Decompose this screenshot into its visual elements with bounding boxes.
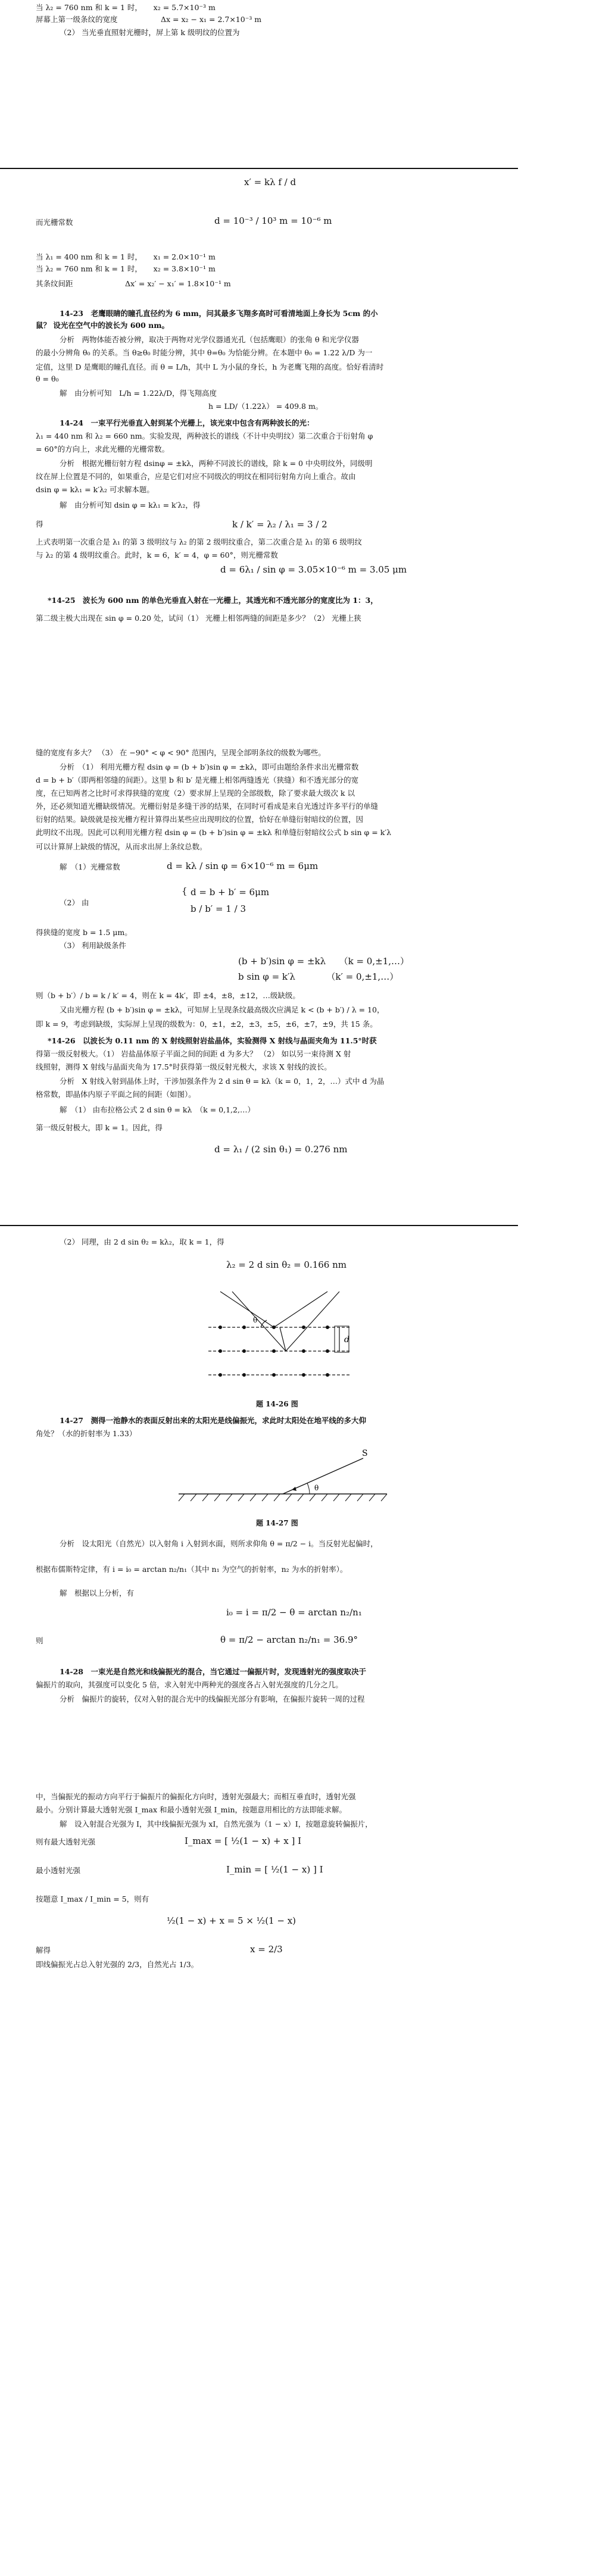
p1427-d: 根据布儒斯特定律，有 i = i₀ = arctan n₂/n₁（其中 n₁ 为空气的折射率，n₂ 为水的折射率）。: [36, 1565, 348, 1574]
p4-l: 即线偏振光占总入射光强的 2/3，自然光占 1/3。: [36, 1960, 199, 1969]
p2-i: 解 （1）光栅常数: [60, 862, 120, 871]
caption-14-26: 题 14-26 图: [256, 1400, 298, 1408]
caption-14-27: 题 14-27 图: [256, 1519, 298, 1527]
eq-missing-1: (b + b′)sin φ = ±kλ （k = 0,±1,…）: [238, 956, 409, 967]
eq-bragg-lambda: λ₂ = 2 d sin θ₂ = 0.166 nm: [226, 1259, 347, 1270]
p4-b: 最小。分别计算最大透射光强 I_max 和最小透射光强 I_min，按题意用相比的方法即能求解。: [36, 1805, 347, 1814]
p1426-d: 分析 X 射线入射到晶体上时，干涉加强条件为 2 d sin θ = kλ（k = 0，1，2，…）式中 d 为晶: [60, 1077, 385, 1086]
eq-xprime: x′ = kλ f / d: [244, 177, 296, 187]
p1424-c: = 60°的方向上，求此光栅的光栅常数。: [36, 445, 170, 454]
section-divider: [0, 168, 518, 169]
p2-m: 得狭缝的宽度 b = 1.5 μm。: [36, 928, 132, 937]
p1423-d: 的最小分辨角 θ₀ 的关系。当 θ≥θ₀ 时能分辨，其中 θ=θ₀ 为恰能分辨。在本题中 θ₀ = 1.22 λ/D 为一: [36, 348, 373, 357]
p1423-a: 14-23 老鹰眼睛的瞳孔直径约为 6 mm，问其最多飞翔多高时可看清地面上身长为 5cm 的小: [60, 309, 378, 318]
p4-d: 则有最大透射光强: [36, 1837, 96, 1846]
line-b2b: Δx = x₂ − x₁ = 2.7×10⁻³ m: [161, 15, 262, 24]
p2-n: （3） 利用缺级条件: [60, 941, 126, 950]
p2-q: 又由光栅方程 (b + b′)sin φ = ±kλ，可知屏上呈现条纹最高级次应满足 k < (b + b′) / λ = 10，: [60, 1005, 385, 1014]
p1426-e: 格常数，即晶体内原子平面之间的间距（如图）。: [36, 1090, 196, 1099]
line-b2: 屏幕上第一级条纹的宽度: [36, 15, 118, 24]
p1427-e: 解 根据以上分析，有: [60, 1589, 135, 1598]
eq-missing-2: b sin φ = k′λ （k′ = 0,±1,…）: [238, 971, 399, 982]
p2-a: 缝的宽度有多大？ （3） 在 −90° < φ < 90° 范围内，呈现全部明条纹的级数为哪些。: [36, 748, 326, 757]
p1424-d: 分析 根据光栅衍射方程 dsinφ = ±kλ，两种不同波长的谱线，除 k = 0 中央明纹外，同级明: [60, 459, 373, 468]
p4-c: 解 设入射混合光强为 I，其中线偏振光强为 xI，自然光强为（1 − x）I，按题意旋转偏振片，: [60, 1820, 373, 1828]
line-b7: 当 λ₁ = 400 nm 和 k = 1 时， x₁ = 2.0×10⁻¹ m: [36, 252, 216, 261]
p1424-e: 纹在屏上位置是不同的，如果重合，应是它们对应不同级次的明纹在相同衍射角方向上重合。故由: [36, 472, 356, 481]
p2-d: 度，在已知两者之比时可求得狭缝的宽度（2）要求屏上呈现的全部级数，除了要求最大级次 k 以: [36, 789, 355, 798]
line-b3: （2） 当光垂直照射光栅时，屏上第 k 级明纹的位置为: [60, 28, 240, 37]
p1427-c: 分析 设太阳光（自然光）以入射角 i 入射到水面，则所求仰角 θ = π/2 − i。当反射光起偏时，: [60, 1539, 378, 1548]
p1425-a: *14-25 波长为 600 nm 的单色光垂直入射在一光栅上，其透光和不透光部分的宽度比为 1：3，: [48, 596, 378, 605]
p1423-f: θ = θ₀: [36, 374, 59, 383]
p2-f: 衍射的结果。缺级就是按光栅方程计算得出某些应出现明纹的位置，恰好在单缝衍射暗纹的位置，因: [36, 815, 364, 824]
p2-e: 外，还必须知道光栅缺级情况。光栅衍射是多缝干涉的结果，在同时可看成是来自光透过许多平行的单缝: [36, 802, 379, 811]
line-b5: 而光栅常数: [36, 218, 73, 227]
p1426-g: 第一级反射极大，即 k = 1。因此，得: [36, 1123, 163, 1132]
p4-f: 最小透射光强: [36, 1866, 81, 1875]
p1426-a: *14-26 以波长为 0.11 nm 的 X 射线照射岩盐晶体，实验测得 X 射线与晶面夹角为 11.5°时获: [48, 1036, 377, 1045]
eq-imin: I_min = [ ½(1 − x) ] I: [226, 1864, 323, 1875]
p1428-b: 偏振片的取向，其强度可以变化 5 倍，求入射光中两种光的强度各占入射光强度的几分之几。: [36, 1680, 343, 1689]
p2-g: 此明纹不出现。因此可以利用光栅方程 dsin φ = (b + b′)sin φ = ±kλ 和单缝衍射暗纹公式 b sin φ = k′λ: [36, 828, 392, 837]
p2-c: d = b + b′（即两相邻缝的间距）。这里 b 和 b′ 是光栅上相邻两缝透光（狭缝）和不透光部分的宽: [36, 776, 359, 784]
eq-d-value: d = kλ / sin φ = 6×10⁻⁶ m = 6μm: [167, 861, 319, 871]
p1424-j: 与 λ₂ 的第 4 级明纹重合。此时，k = 6，k′ = 4，φ = 60°，则光栅常数: [36, 551, 278, 559]
fig-1427-theta: θ: [314, 1484, 319, 1492]
p1427-g: 则: [36, 1636, 43, 1645]
eq-brewster: i₀ = i = π/2 − θ = arctan n₂/n₁: [226, 1607, 362, 1618]
line-b9: 其条纹间距 Δx′ = x₂′ − x₁′ = 1.8×10⁻¹ m: [36, 279, 231, 288]
p1424-a: 14-24 一束平行光垂直入射到某个光栅上，该光束中包含有两种波长的光：: [60, 418, 314, 427]
eq-b-sum: d = b + b′ = 6μm: [191, 887, 270, 898]
p1424-g: 解 由分析可知 dsin φ = kλ₁ = k′λ₂，得: [60, 501, 201, 509]
line-b8: 当 λ₂ = 760 nm 和 k = 1 时， x₂ = 3.8×10⁻¹ m: [36, 264, 216, 273]
p1428-c: 分析 偏振片的旋转，仅对入射的混合光中的线偏振光部分有影响，在偏振片旋转一周的过程: [60, 1695, 365, 1703]
p1423-b: 鼠？ 设光在空气中的波长为 600 nm。: [36, 321, 169, 330]
p2-p: 则（b + b′）/ b = k / k′ = 4，则在 k = 4k′，即 ±4，±8，±12，…级缺级。: [36, 991, 300, 1000]
p1426-f: 解 （1） 由布拉格公式 2 d sin θ = kλ （k = 0,1,2,…）: [60, 1105, 255, 1114]
p1425-b: 第二级主极大出现在 sin φ = 0.20 处，试问（1） 光栅上相邻两缝的间距是多少？（2） 光栅上狭: [36, 614, 361, 623]
figure-14-26: [196, 1286, 363, 1393]
p4-a: 中，当偏振光的振动方向平行于偏振片的偏振化方向时，透射光强最大；而相互垂直时，透射光强: [36, 1792, 356, 1801]
eq-ratio-5: ½(1 − x) + x = 5 × ½(1 − x): [167, 1915, 296, 1926]
p1423-h: h = LD/（1.22λ） = 409.8 m。: [208, 402, 323, 411]
page-gap: [0, 655, 512, 656]
p2-k: （2） 由: [60, 898, 89, 907]
p1424-i: 上式表明第一次重合是 λ₁ 的第 3 级明纹与 λ₂ 的第 2 级明纹重合，第二次重合是 λ₁ 的第 6 级明纹: [36, 537, 362, 546]
eq-b-ratio: b / b′ = 1 / 3: [191, 904, 246, 914]
p1424-f: dsin φ = kλ₁ = k′λ₂ 可求解本题。: [36, 485, 154, 494]
eq-ratio: k / k′ = λ₂ / λ₁ = 3 / 2: [232, 519, 327, 530]
figure-14-27: [173, 1446, 399, 1512]
p1427-b: 角处？（水的折射率为 1.33）: [36, 1429, 137, 1438]
p2-b: 分析 （1） 利用光栅方程 dsin φ = (b + b′)sin φ = ±kλ，即可由题给条件求出光栅常数: [60, 762, 359, 771]
p1424-b: λ₁ = 440 nm 和 λ₂ = 660 nm。实验发现，两种波长的谱线（不计中央明纹）第二次重合于衍射角 φ: [36, 432, 373, 440]
p1426-b: 得第一级反射极大。（1） 岩盐晶体原子平面之间的间距 d 为多大？ （2） 如以另一束待测 X 射: [36, 1049, 351, 1058]
p1428-a: 14-28 一束光是自然光和线偏振光的混合，当它通过一偏振片时，发现透射光的强度取决于: [60, 1667, 366, 1676]
p1423-e: 定值，这里 D 是鹰眼的瞳孔直径。而 θ = L/h，其中 L 为小鼠的身长，h 为老鹰飞翔的高度。恰好看清时: [36, 362, 384, 371]
section-divider-2: [0, 1225, 518, 1226]
eq-x: x = 2/3: [250, 1944, 283, 1955]
word-de: 得: [36, 520, 43, 529]
line-b1: 当 λ₂ = 760 nm 和 k = 1 时， x₂ = 5.7×10⁻³ m: [36, 3, 216, 12]
p2-h: 可以计算屏上缺级的情况，从而求出屏上条纹总数。: [36, 842, 207, 851]
p4-h: 按题意 I_max / I_min = 5，则有: [36, 1895, 149, 1903]
fig-1426-d-label: d: [344, 1335, 349, 1345]
p1427-a: 14-27 测得一池静水的表面反射出来的太阳光是线偏振光，求此时太阳处在地平线的多大仰: [60, 1416, 366, 1425]
eq-theta: θ = π/2 − arctan n₂/n₁ = 36.9°: [220, 1634, 358, 1645]
p1423-g: 解 由分析可知 L/h = 1.22λ/D，得飞翔高度: [60, 389, 217, 398]
brace-1: {: [182, 886, 188, 896]
eq-imax: I_max = [ ½(1 − x) + x ] I: [185, 1836, 302, 1846]
p2-r: 即 k = 9，考虑到缺级，实际屏上呈现的级数为：0，±1，±2，±3，±5，±6，±7，±9，共 15 条。: [36, 1020, 377, 1028]
fig-1427-s: S: [362, 1449, 368, 1458]
p1426-c: 线照射，测得 X 射线与晶面夹角为 17.5°时获得第一级反射光极大，求该 X 射线的波长。: [36, 1062, 332, 1071]
p1423-c: 分析 两物体能否被分辨，取决于两物对光学仪器通光孔（包括鹰眼）的张角 θ 和光学仪器: [60, 335, 359, 344]
fig-1426-theta: θ: [253, 1316, 258, 1324]
p4-j: 解得: [36, 1946, 51, 1955]
eq-d: d = 10⁻³ / 10³ m = 10⁻⁶ m: [214, 215, 332, 226]
eq-bragg-d: d = λ₁ / (2 sin θ₁) = 0.276 nm: [214, 1144, 348, 1155]
p3-a: （2） 同理，由 2 d sin θ₂ = kλ₂，取 k = 1，得: [60, 1237, 224, 1246]
eq-grating: d = 6λ₁ / sin φ = 3.05×10⁻⁶ m = 3.05 μm: [220, 564, 407, 575]
